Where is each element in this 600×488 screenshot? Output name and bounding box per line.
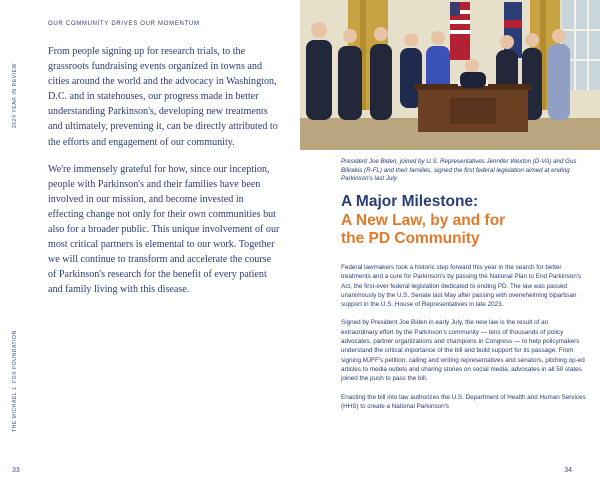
- page-number-right: 34: [564, 467, 572, 474]
- right-body-text: [341, 263, 586, 420]
- headline-line-1: A Major Milestone:: [341, 193, 479, 210]
- right-paragraph-2: Signed by President Joe Biden in early July, the new law is the result of an extraordinary effort by the Parkinson's community — tens of thousands of policy advocates, partner organizations and champions in Congress — to help policymakers understand the critical importance of the bill and build support for its passage. From signing MJFF's petition, calling and writing representatives and senators, pitching op-ed articles to media outlets and sharing stories on social media, advocates in all 50 states joined the push to pass the bill.: [341, 319, 585, 383]
- section-kicker: OUR COMMUNITY DRIVES OUR MOMENTUM: [48, 21, 200, 27]
- oval-office-photo: [300, 0, 600, 150]
- photo-illustration: [300, 0, 600, 150]
- side-label-foundation: THE MICHAEL J. FOX FOUNDATION: [12, 330, 18, 432]
- headline-line-3: the PD Community: [341, 230, 480, 247]
- right-paragraph-1: Federal lawmakers took a historic step forward this year in the search for better treatments and a cure for Parkinson's by passing the National Plan to End Parkinson's Act, the first-ever federal legislation dedicated to ending PD. The law was passed unanimously by the U.S. Senate last May after passing with overwhelming bipartisan support in the U.S. House of Representatives in late 2023.: [341, 264, 582, 309]
- right-page: [300, 0, 600, 488]
- article-headline: [341, 193, 591, 249]
- right-paragraph-3: Enacting the bill into law authorizes the U.S. Department of Health and Human Services (HHS) to create a National Parkinson's: [341, 393, 586, 410]
- left-body-text: [48, 44, 280, 310]
- left-paragraph-1: From people signing up for research trials, to the grassroots fundraising events organized in towns and cities around the world and the advocacy in Washington, D.C. and in statehouses, our progress made in better understanding Parkinson's, developing new treatments and ultimately, preventing it, can be directly attributed to the efforts and engagement of our community.: [48, 46, 278, 148]
- left-paragraph-2: We're immensely grateful for how, since our inception, people with Parkinson's and their families have been involved in our mission, and become invested in effecting change not only for their own communities but also for a broader public. This unique involvement of our most critical partners is elemental to our work. Together we will continue to transform and accelerate the course of Parkinson's research for the benefit of every patient and family living with this disease.: [48, 163, 280, 296]
- page-number-left: 33: [12, 467, 20, 474]
- photo-caption: President Joe Biden, joined by U.S. Representatives Jennifer Wexton (D-VA) and Gus Bilirakis (R-FL) and their families, signed the first federal legislation aimed at ending Parkinson's last July.: [341, 158, 577, 183]
- headline-line-2: A New Law, by and for: [341, 211, 506, 229]
- side-label-year-in-review: 2024 YEAR IN REVIEW: [12, 63, 18, 128]
